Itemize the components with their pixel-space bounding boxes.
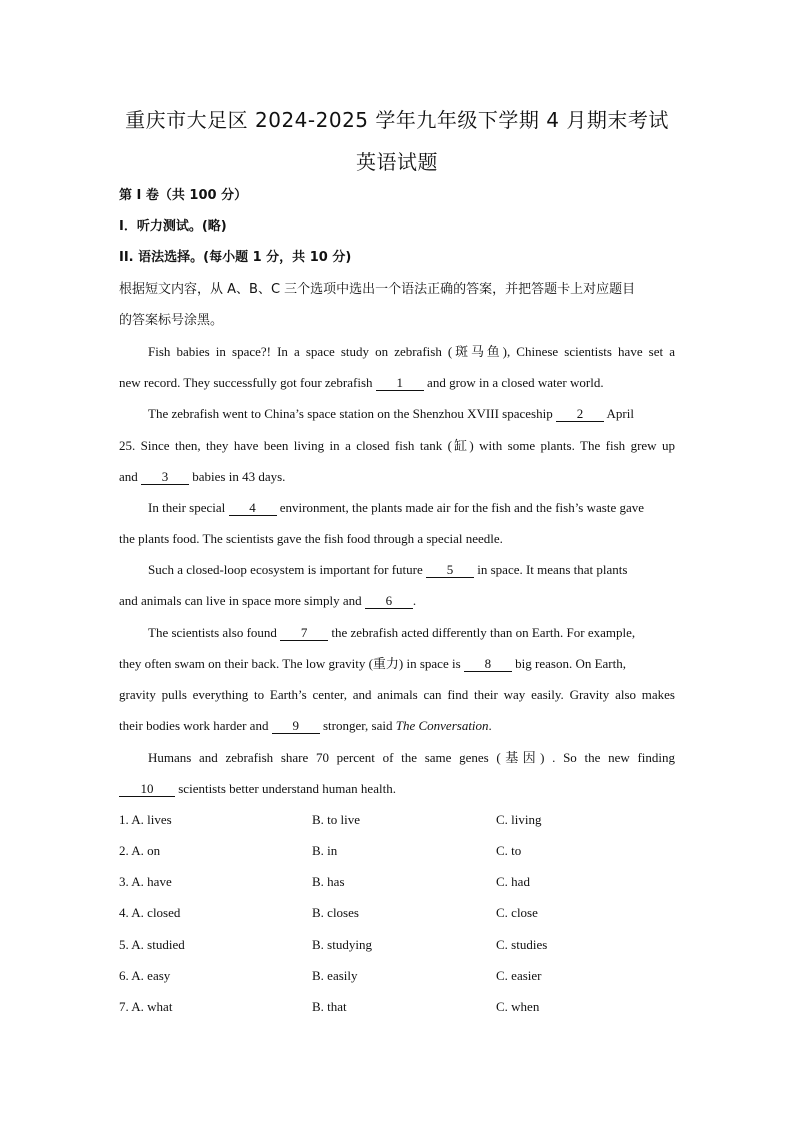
option-c: C. close [496,905,538,920]
option-c: C. living [496,812,542,827]
passage-text: the zebrafish acted differently than on Earth. For example, [331,625,636,640]
option-a: 2. A. on [119,843,161,858]
passage-text: Such a closed-loop ecosystem is important for future [148,562,423,577]
blank-6: 6 [365,594,413,609]
option-c: C. studies [496,937,548,952]
passage-text: big reason. On Earth, [515,656,626,671]
option-b: B. studying [312,937,372,952]
passage-line [119,593,675,609]
passage-text: and [119,469,138,484]
passage-line [119,718,675,734]
passage-line [148,406,675,422]
passage-text: . [412,593,417,608]
passage-text: babies in 43 days. [192,469,286,484]
passage-text: and grow in a closed water world. [427,375,604,390]
passage-line: Fish babies in space?! In a space study on zebrafish (斑马鱼), Chinese scientists have set a [148,344,675,359]
passage-text: their bodies work harder and [119,718,269,733]
passage-text: and animals can live in space more simply and [119,593,362,608]
option-c: C. to [496,843,522,858]
blank-2: 2 [556,407,604,422]
option-c: C. had [496,874,530,889]
listening-heading: Ⅰ．听力测试。(略) [119,219,227,234]
passage-line [148,500,675,516]
option-b: B. closes [312,905,359,920]
blank-3: 3 [141,470,189,485]
option-c: C. when [496,999,540,1014]
passage-line [119,469,675,485]
blank-9: 9 [272,719,320,734]
option-a: 1. A. lives [119,812,172,827]
blank-10: 10 [119,782,175,797]
passage-text: The zebrafish went to China’s space station on the Shenzhou XVIII spaceship [148,406,553,421]
option-b: B. in [312,843,338,858]
blank-7: 7 [280,626,328,641]
passage-text: The scientists also found [148,625,277,640]
passage-text: . [488,718,492,733]
option-b: B. has [312,874,345,889]
option-c: C. easier [496,968,542,983]
option-a: 6. A. easy [119,968,171,983]
blank-4: 4 [229,501,277,516]
page-subtitle: 英语试题 [356,150,438,174]
passage-line: gravity pulls everything to Earth’s center, and animals can find their way easily. Gravity also makes [119,687,675,702]
passage-text: In their special [148,500,226,515]
passage-line [148,625,675,641]
option-b: B. to live [312,812,361,827]
option-b: B. that [312,999,347,1014]
passage-text: new record. They successfully got four zebrafish [119,375,373,390]
instruction-line: 根据短文内容，从 A、B、C 三个选项中选出一个语法正确的答案，并把答题卡上对应题目 [119,282,636,297]
blank-8: 8 [464,657,512,672]
option-b: B. easily [312,968,358,983]
passage-line [148,562,675,578]
passage-line [119,656,675,672]
passage-line: 25. Since then, they have been living in a closed fish tank (缸) with some plants. The fish grew up [119,438,675,453]
page-title: 重庆市大足区 2024-2025 学年九年级下学期 4 月期末考试 [125,108,669,132]
grammar-heading: II. 语法选择。(每小题 1 分，共 10 分) [119,250,352,265]
option-a: 7. A. what [119,999,173,1014]
option-a: 5. A. studied [119,937,185,952]
passage-line: the plants food. The scientists gave the fish food through a special needle. [119,531,503,546]
passage-line: Humans and zebrafish share 70 percent of the same genes (基因) . So the new finding [148,750,675,765]
part-heading: 第 I 卷（共 100 分） [119,188,248,203]
passage-text: stronger, said [322,718,393,733]
passage-text: they often swam on their back. The low gravity (重力) in space is [119,656,461,671]
source-name: The Conversation [395,718,489,733]
option-a: 4. A. closed [119,905,181,920]
passage-text: April [606,406,634,421]
passage-line [119,781,675,797]
instruction-line: 的答案标号涂黑。 [119,313,224,328]
option-a: 3. A. have [119,874,172,889]
passage-text: scientists better understand human health. [178,781,396,796]
passage-text: in space. It means that plants [477,562,628,577]
passage-text: environment, the plants made air for the fish and the fish’s waste gave [279,500,645,515]
passage-line [119,375,675,391]
blank-5: 5 [426,563,474,578]
blank-1: 1 [376,376,424,391]
